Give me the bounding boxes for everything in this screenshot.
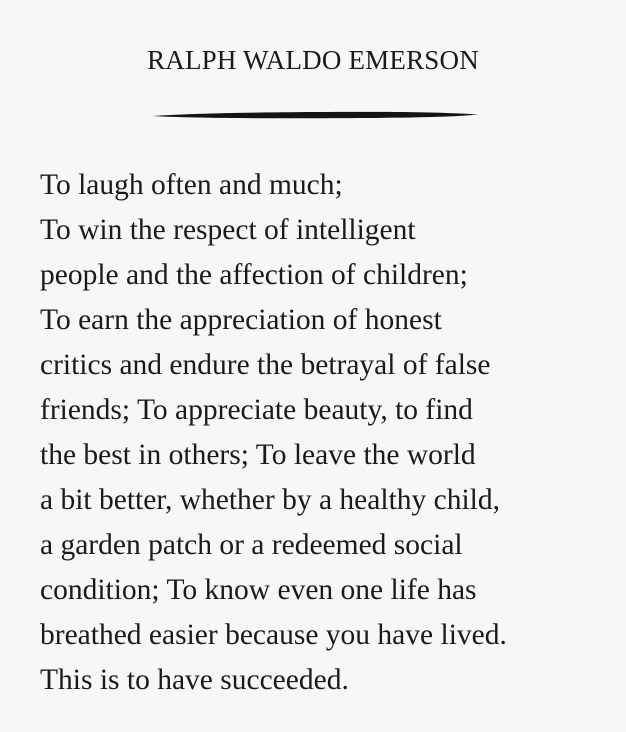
quote-line: friends; To appreciate beauty, to find [40,394,473,426]
quote-line: condition; To know even one life has [40,574,477,606]
quote-line: breathed easier because you have lived. [40,619,507,651]
quote-line: the best in others; To leave the world [40,439,476,471]
quote-line: a bit better, whether by a healthy child, [40,484,501,516]
quote-line: To win the respect of intelligent [40,214,416,246]
brush-stroke-divider [150,107,480,123]
quote-line: critics and endure the betrayal of false [40,349,491,381]
author-title: RALPH WALDO EMERSON [147,45,479,75]
quote-text [40,163,610,703]
quote-line: a garden patch or a redeemed social [40,529,463,561]
quote-line: This is to have succeeded. [40,664,349,696]
quote-line: To laugh often and much; [40,169,343,201]
quote-line: people and the affection of children; [40,259,468,291]
quote-line: To earn the appreciation of honest [40,304,442,336]
